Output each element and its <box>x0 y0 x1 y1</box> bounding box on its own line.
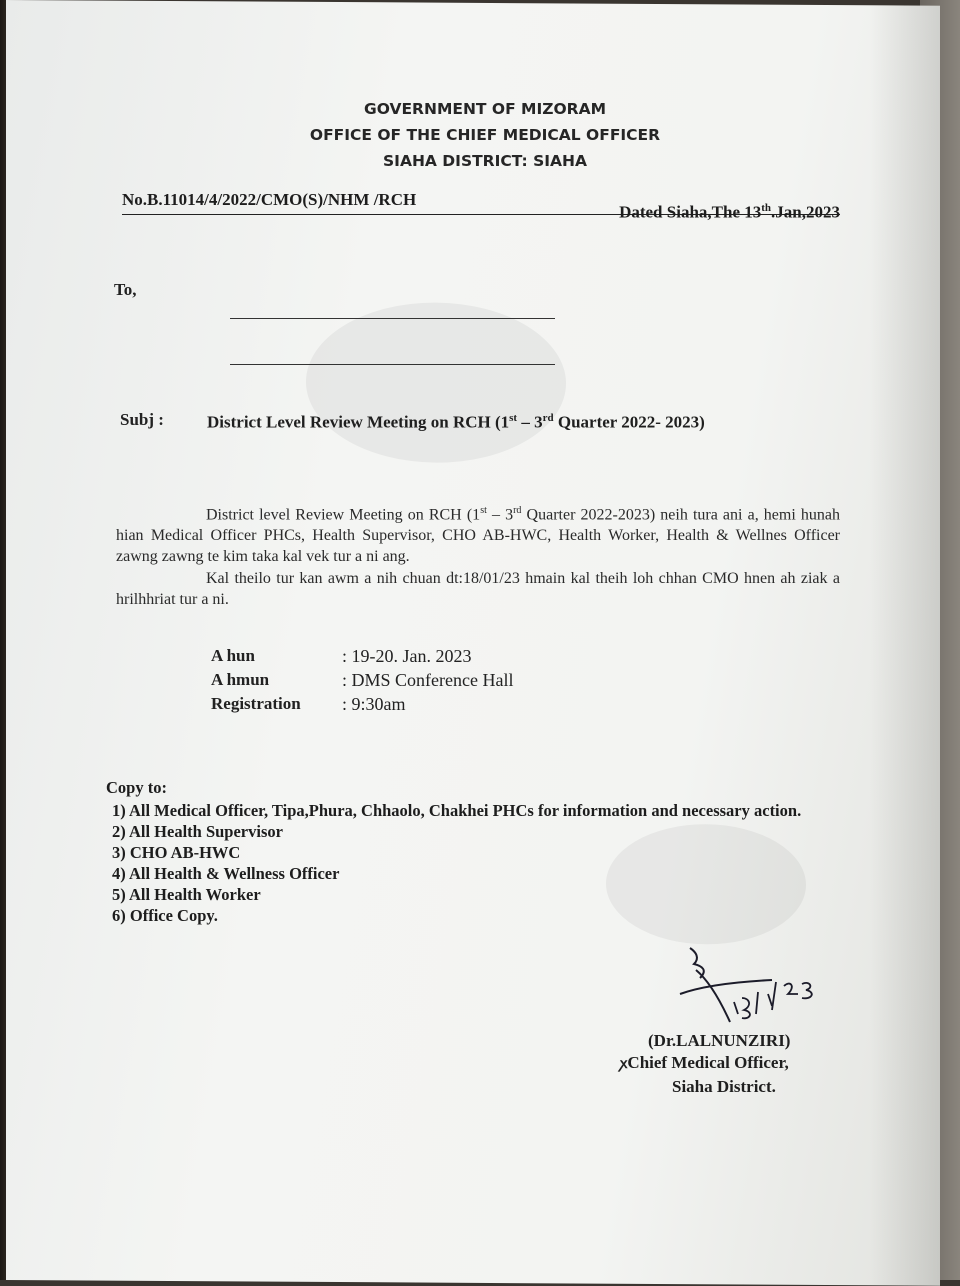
header-district: SIAHA DISTRICT: SIAHA <box>383 152 587 170</box>
letter-body <box>116 500 840 610</box>
reference-number: No.B.11014/4/2022/CMO(S)/NHM /RCH <box>122 190 417 209</box>
copy-to-item: 4) All Health & Wellness Officer <box>112 864 340 883</box>
copy-to-item: 6) Office Copy. <box>112 906 218 925</box>
signatory-name: (Dr.LALNUNZIRI) <box>648 1031 791 1050</box>
header-government: GOVERNMENT OF MIZORAM <box>363 100 607 118</box>
detail-label: A hun <box>211 646 255 665</box>
header-office: OFFICE OF THE CHIEF MEDICAL OFFICER <box>309 126 661 144</box>
subject-text: District Level Review Meeting on RCH (1st – 3rd Quarter 2022- 2023) <box>207 412 705 432</box>
copy-to-item: 1) All Medical Officer, Tipa,Phura, Chhaolo, Chakhei PHCs for information and necessary action. <box>112 801 802 820</box>
paper-smudge <box>306 302 566 464</box>
copy-to-list <box>106 777 836 926</box>
copy-to-item: 2) All Health Supervisor <box>112 822 283 841</box>
detail-label: Registration <box>211 694 301 713</box>
handwritten-signature <box>672 940 832 1030</box>
reference-line <box>122 188 840 222</box>
signatory-designation: ꭗChief Medical Officer, <box>620 1053 789 1072</box>
body-paragraph-1: District level Review Meeting on RCH (1st – 3rd Quarter 2022-2023) neih tura ani a, hemi hunah hian Medical Officer PHCs, Health Supervisor, CHO AB-HWC, Health Worker, Health & Wellnes Officer zawng zawng te kim taka kal vek tur a ni ang. <box>116 505 841 566</box>
addressee-blank-line-2 <box>230 364 555 365</box>
copy-to-item: 3) CHO AB-HWC <box>112 843 241 862</box>
body-paragraph-2: Kal theilo tur kan awm a nih chuan dt:18/01/23 hmain kal theih loh chhan CMO hnen ah ziak a hrilhhriat tur a ni. <box>116 570 840 609</box>
reference-date: Dated Siaha,The 13th.Jan,2023 <box>619 202 840 222</box>
detail-value: : DMS Conference Hall <box>342 670 514 690</box>
signatory-block <box>620 1030 790 1098</box>
letterhead <box>0 96 960 174</box>
signatory-district: Siaha District. <box>672 1077 776 1096</box>
copy-to-item: 5) All Health Worker <box>112 885 261 904</box>
detail-label: A hmun <box>211 670 270 689</box>
detail-value: : 19-20. Jan. 2023 <box>342 646 472 666</box>
addressee-blank-line-1 <box>230 318 555 319</box>
addressee-label: To, <box>114 280 137 299</box>
copy-to-title: Copy to: <box>106 778 167 797</box>
detail-value: : 9:30am <box>342 694 406 714</box>
subject-label: Subj : <box>120 410 164 429</box>
